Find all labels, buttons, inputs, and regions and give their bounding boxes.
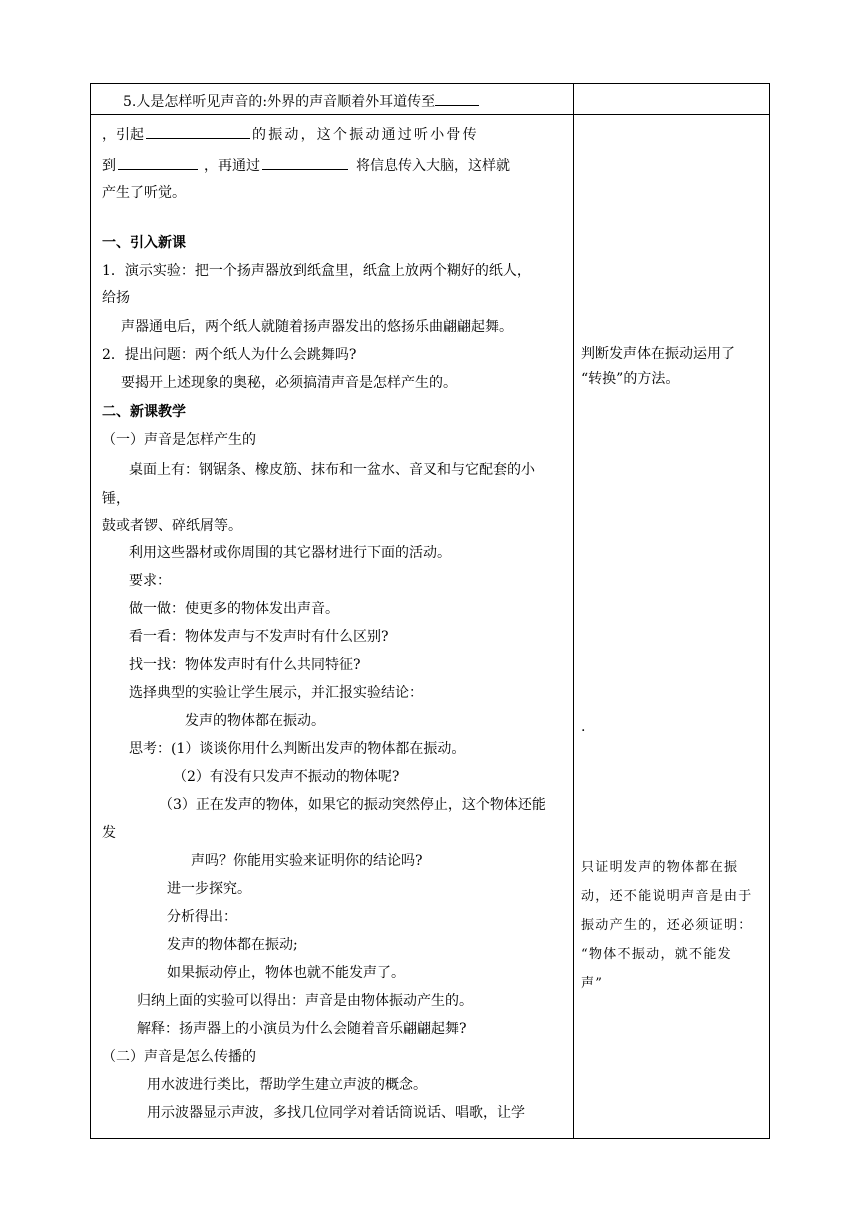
side-note-line: 判断发声体在振动运用了 — [581, 346, 735, 362]
lesson-table — [90, 83, 770, 1139]
question-line-1 — [123, 91, 479, 111]
question-text: 5.人是怎样听见声音的:外界的声音顺着外耳道传至 — [123, 94, 436, 110]
side-note-line: 动，还不能说明声音是由于 — [581, 889, 753, 904]
question-text: ，引起 — [102, 127, 144, 143]
section-heading: 一、引入新课 — [102, 235, 186, 251]
question-line-4: 产生了听觉。 — [102, 185, 186, 201]
answer-blank — [262, 155, 348, 170]
text-line: （3）正在发声的物体，如果它的振动突然停止，这个物体还能 — [159, 797, 546, 813]
text-line: 声吗？你能用实验来证明你的结论吗? — [191, 853, 423, 869]
section-heading: 二、新课教学 — [102, 404, 186, 420]
answer-blank — [146, 124, 250, 139]
row-divider — [91, 114, 769, 115]
side-note-line: 声” — [581, 976, 604, 991]
text-line: 看一看：物体发声与不发声时有什么区别? — [129, 629, 389, 645]
subsection-heading: （一）声音是怎样产生的 — [102, 432, 256, 448]
text-line: 解释：扬声器上的小演员为什么会随着音乐翩翩起舞? — [137, 1021, 467, 1037]
question-text: 将信息传入大脑，这样就 — [356, 158, 510, 174]
text-line: 用水波进行类比，帮助学生建立声波的概念。 — [147, 1077, 427, 1093]
text-line: 选择典型的实验让学生展示，并汇报实验结论： — [129, 685, 423, 701]
text-line: 发声的物体都在振动。 — [185, 713, 325, 729]
text-line: 如果振动停止，物体也就不能发声了。 — [167, 965, 405, 981]
answer-blank — [118, 155, 198, 170]
text-line: 桌面上有：钢锯条、橡皮筋、抹布和一盆水、音叉和与它配套的小 — [129, 462, 535, 478]
text-line: 分析得出： — [167, 909, 237, 925]
question-line-3 — [102, 155, 510, 175]
text-line: 思考：(1）谈谈你用什么判断出发声的物体都在振动。 — [129, 741, 466, 757]
question-text: 到 — [102, 158, 116, 174]
text-line: 进一步探究。 — [167, 881, 251, 897]
text-line: 1．演示实验：把一个扬声器放到纸盒里，纸盒上放两个糊好的纸人， — [102, 263, 531, 279]
subsection-heading: （二）声音是怎么传播的 — [102, 1049, 256, 1065]
side-note-dot: . — [581, 719, 586, 735]
text-line: 2．提出问题：两个纸人为什么会跳舞吗? — [102, 347, 357, 363]
text-line: 找一找：物体发声时有什么共同特征? — [129, 657, 361, 673]
text-line: （2）有没有只发声不振动的物体呢? — [173, 769, 400, 785]
text-line: 要揭开上述现象的奥秘，必须搞清声音是怎样产生的。 — [121, 375, 457, 391]
text-line: 锤， — [102, 491, 130, 507]
text-line: 要求： — [129, 573, 171, 589]
question-line-2 — [102, 124, 479, 144]
text-line: 声器通电后，两个纸人就随着扬声器发出的悠扬乐曲翩翩起舞。 — [121, 319, 513, 335]
side-note-line: “物体不振动，就不能发 — [581, 947, 732, 962]
question-text: ，再通过 — [204, 158, 260, 174]
side-note-line: “转换”的方法。 — [581, 371, 680, 387]
question-text: 的振动，这个振动通过听小骨传 — [252, 127, 479, 143]
text-line: 做一做：使更多的物体发出声音。 — [129, 601, 339, 617]
text-line: 鼓或者锣、碎纸屑等。 — [102, 518, 242, 534]
side-note-line: 振动产生的，还必须证明： — [581, 918, 753, 933]
text-line: 给扬 — [102, 290, 130, 306]
column-divider — [573, 84, 574, 1138]
text-line: 利用这些器材或你周围的其它器材进行下面的活动。 — [129, 545, 451, 561]
text-line: 发声的物体都在振动; — [167, 937, 298, 953]
side-note-line: 只证明发声的物体都在振 — [581, 860, 739, 875]
text-line: 用示波器显示声波，多找几位同学对着话筒说话、唱歌，让学 — [147, 1105, 525, 1121]
answer-blank — [435, 91, 479, 106]
text-line: 归纳上面的实验可以得出：声音是由物体振动产生的。 — [137, 993, 473, 1009]
text-line: 发 — [102, 825, 116, 841]
